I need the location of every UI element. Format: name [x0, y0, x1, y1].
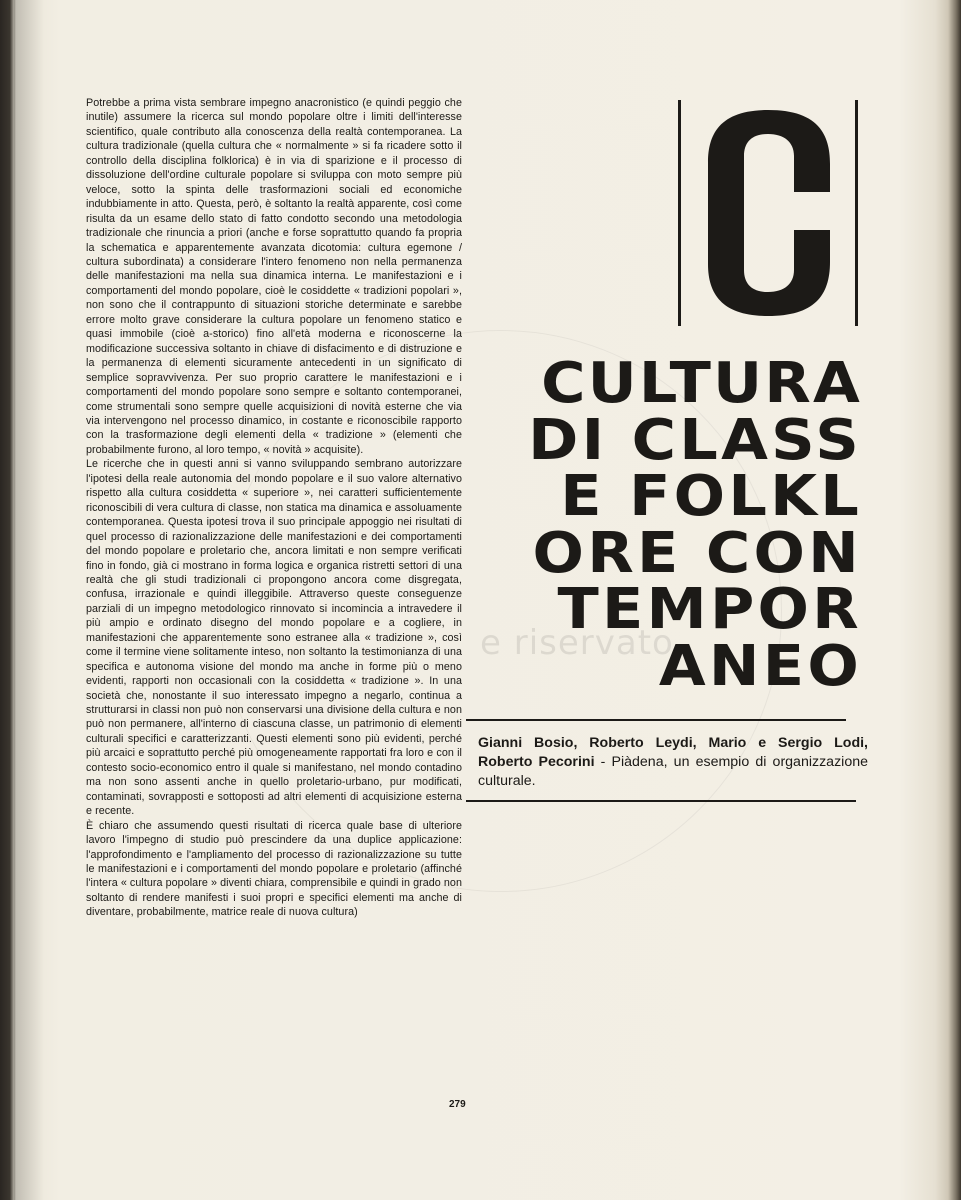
paragraph-1: Potrebbe a prima vista sembrare impegno anacronistico (e quindi peggio che inutile) assumere la ricerca sul mondo popolare oltre i limiti dell'interesse scientifico, quale contributo alla conoscenza della realtà contemporanea. La cultura tradizionale (quella cultura che « normalmente » si fa ricadere sotto il controllo della disciplina folklorica) è in via di sparizione e il processo di dissoluzione dell'ordine culturale popolare si sviluppa con moto sempre più veloce, sotto la spinta delle trasformazioni sociali ed economiche indubbiamente in atto. Questa, però, è soltanto la realtà apparente, così come risulta da un esame dello stato di fatto condotto secondo una metodologia tradizionale che rinuncia a priori (anche e forse soprattutto quando fa propria la schematica e apparentemente avanzata dicotomia: cultura egemone / cultura subordinata) a considerare l'intero fenomeno non nella permanenza delle manifestazioni ma nella sua dinamica interna. Le manifestazioni e i comportamenti del mondo popolare, cioè le cosiddette « tradizioni popolari », non sono che il contrappunto di situazioni storiche determinate e sarebbe errore molto grave considerare la cultura popolare un fenomeno statico e quasi immobile (cioè a-storico) fino all'età moderna e riconoscerne la modificazione successiva soltanto in chiave di disfacimento e di distruzione e la permanenza di elementi sicuramente antecedenti in un significato di semplice sopravvivenza. Per suo proprio carattere le manifestazioni e i comportamenti del mondo popolare sono sempre e soltanto contemporanei, come strumentali sono sempre quelle acquisizioni di novità esterne che via via intervengono nel processo dinamico, in costante e riconoscibile rapporto con la trasformazione degli elementi della « tradizione » (elementi che probabilmente furono, al loro tempo, « novità » acquisite). [86, 97, 462, 456]
credits [478, 734, 868, 791]
credits-authors: Gianni Bosio, Roberto Leydi, Mario e Sergio Lodi, Roberto Pecorini [478, 735, 868, 770]
page-number: 279 [449, 1099, 466, 1110]
title-line: E FOLKL [560, 464, 862, 529]
body-text-column [86, 96, 462, 920]
paragraph-2: Le ricerche che in questi anni si vanno sviluppando sembrano autorizzare l'ipotesi della reale autonomia del mondo popolare e il suo valore alternativo rispetto alla cultura cosiddetta « superiore », nei caratteri sufficientemente riconoscibili di vera cultura di classe, non statica ma dinamica e assoluamente contemporanea. Questa ipotesi trova il suo principale appoggio nei risultati di quel processo di razionalizzazione delle manifestazioni e dei comportamenti del mondo popolare e proletario che, ancora limitati e non sempre verificati fino in fondo, già ci mostrano in forma logica e organica ristretti settori di una realtà che gli studi tradizionali ci propongono ancora come disgregata, confusa, irrazionale e quindi illeggibile. Attraverso queste conseguenze parziali di un impegno metodologico rinnovato si incomincia a intravedere il più ampio e ordinato disegno del mondo popolare e a cogliere, in manifestazioni che apparentemente sono estranee alla « tradizione », così come il termine viene solitamente inteso, non soltanto la testimonianza di una specifica e autonoma visione del mondo ma anche in forme più o meno evidenti, rapporti non occasionali con la cosiddetta « tradizione ». In una società che, nonostante il suo interessato impegno a negarlo, continua a strutturarsi in classi non può non conservarsi una divisione della cultura e non può non permanere, all'interno di ciascuna classe, un patrimonio di elementi culturali specifici e caratterizzanti. Questi elementi sono più evidenti, perché più arcaici e soprattutto perché più omogeneamente rapportati fra loro e con il contesto socio-economico entro il quale si manifestano, nel mondo contadino ma non sono assenti anche in quello proletario-urbano, pur modificati, contaminati, sovrapposti e sottoposti ad altri elementi di acquisizione esterna e recente. [86, 458, 462, 818]
paragraph-3: È chiaro che assumendo questi risultati di ricerca quale base di ulteriore lavoro l'impegno di studio può prescindere da una duplice applicazione: l'approfondimento e l'ampliamento del processo di razionalizzazione su tutte le manifestazioni e i comportamenti del mondo popolare e proletario (affinché l'intera « cultura popolare » diventi chiara, comprensibile e quindi in grado non soltanto di rendere manifesti i suoi propri e specifici elementi ma anche di diventare, probabilmente, matrice reale di nuova cultura) [86, 819, 462, 919]
initial-letter-c [702, 110, 834, 316]
initial-letter-block [678, 100, 858, 326]
bottom-horizontal-rule [466, 800, 856, 802]
left-vertical-rule [678, 100, 681, 326]
title-line: ANEO [658, 633, 862, 699]
credits-description: - Piàdena, un esempio di organizzazione culturale. [478, 754, 868, 789]
watermark-text: e riservato [480, 623, 674, 663]
top-horizontal-rule [466, 719, 846, 721]
title-line: CULTURA [541, 351, 862, 416]
title-line: DI CLASS [528, 407, 862, 473]
title-line: ORE CON [532, 520, 862, 586]
right-vertical-rule [855, 100, 858, 326]
article-title [439, 351, 862, 699]
title-line: TEMPOR [557, 577, 862, 642]
gutter-shadow [14, 0, 44, 1200]
